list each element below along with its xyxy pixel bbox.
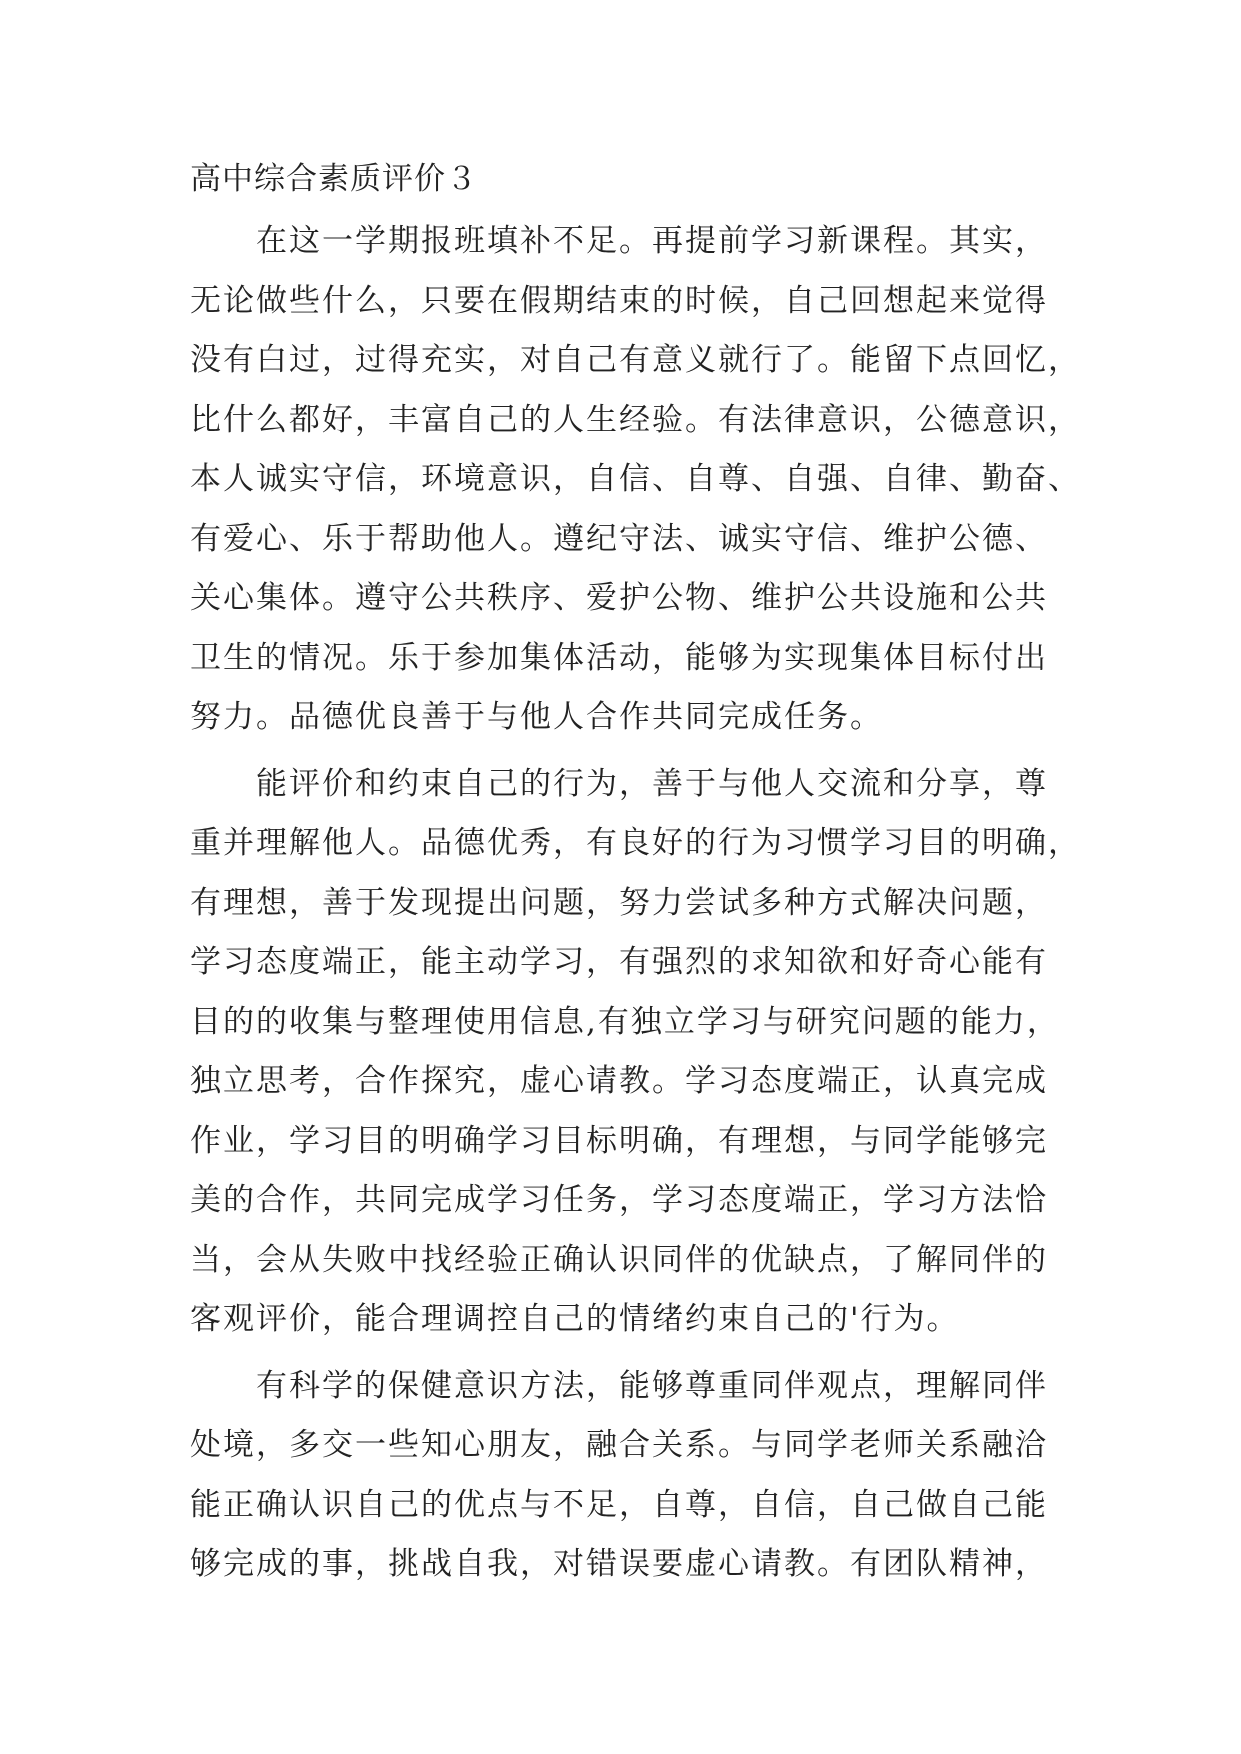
text-line: 重并理解他人。品德优秀，有良好的行为习惯学习目的明确，: [190, 825, 1081, 861]
text-line: 无论做些什么，只要在假期结束的时候，自己回想起来觉得: [190, 282, 1048, 319]
text-line: 作业，学习目的明确学习目标明确，有理想，与同学能够完: [190, 1122, 1048, 1159]
text-line: 本人诚实守信，环境意识，自信、自尊、自强、自律、勤奋、: [190, 461, 1081, 497]
text-line: 能评价和约束自己的行为，善于与他人交流和分享，尊: [190, 765, 1048, 802]
paragraph-3: [190, 1357, 1070, 1595]
text-line: 够完成的事，挑战自我，对错误要虚心请教。有团队精神，: [190, 1546, 1048, 1582]
text-line: 卫生的情况。乐于参加集体活动，能够为实现集体目标付出: [190, 639, 1048, 676]
text-line: 处境，多交一些知心朋友，融合关系。与同学老师关系融洽: [190, 1427, 1048, 1463]
text-line: 关心集体。遵守公共秩序、爱护公物、维护公共设施和公共: [190, 580, 1048, 616]
text-line: 有科学的保健意识方法，能够尊重同伴观点，理解同伴: [190, 1367, 1048, 1404]
text-line: 美的合作，共同完成学习任务，学习态度端正，学习方法恰: [190, 1182, 1048, 1218]
text-line: 努力。品德优良善于与他人合作共同完成任务。: [190, 699, 883, 735]
text-line: 当，会从失败中找经验正确认识同伴的优缺点，了解同伴的: [190, 1241, 1048, 1278]
text-line: 比什么都好，丰富自己的人生经验。有法律意识，公德意识，: [190, 401, 1081, 438]
text-line: 在这一学期报班填补不足。再提前学习新课程。其实，: [190, 223, 1048, 259]
text-line: 能正确认识自己的优点与不足，自尊，自信，自己做自己能: [190, 1486, 1048, 1523]
text-line: 没有白过，过得充实，对自己有意义就行了。能留下点回忆，: [190, 342, 1081, 378]
text-line: 客观评价，能合理调控自己的情绪约束自己的'行为。: [190, 1301, 960, 1337]
text-line: 目的的收集与整理使用信息,有独立学习与研究问题的能力，: [190, 1003, 1060, 1040]
paragraph-2: [190, 755, 1081, 1350]
document-page: [190, 153, 1081, 1595]
document-title: 高中综合素质评价３: [190, 161, 478, 197]
text-line: 独立思考，合作探究，虚心请教。学习态度端正，认真完成: [190, 1063, 1048, 1099]
paragraph-1: [190, 212, 1081, 748]
text-line: 有爱心、乐于帮助他人。遵纪守法、诚实守信、维护公德、: [190, 520, 1048, 557]
text-line: 有理想，善于发现提出问题，努力尝试多种方式解决问题，: [190, 884, 1048, 921]
text-line: 学习态度端正，能主动学习，有强烈的求知欲和好奇心能有: [190, 944, 1048, 980]
